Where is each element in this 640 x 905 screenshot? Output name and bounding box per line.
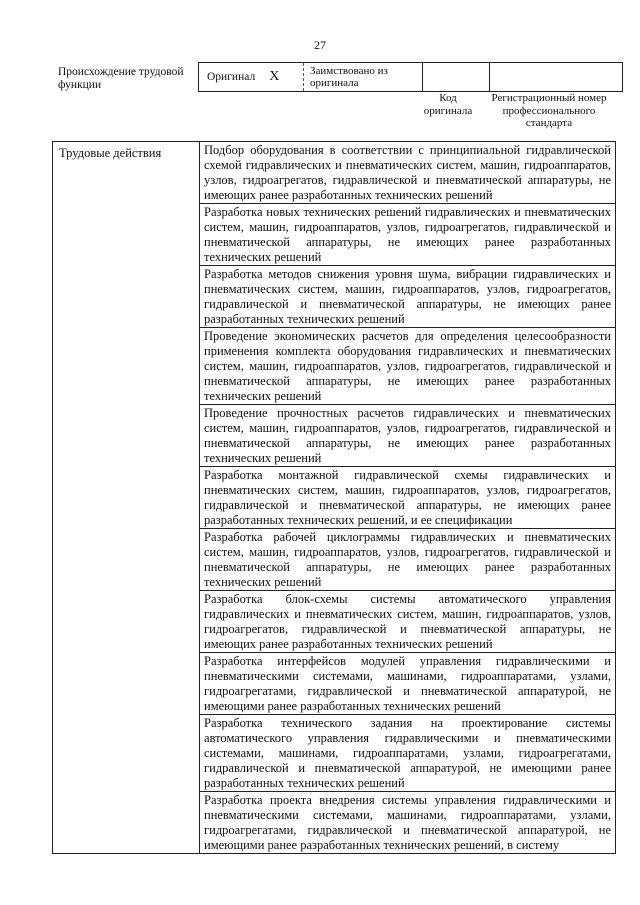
labor-action: Разработка методов снижения уровня шума, вибрации гидравлических и пневматических систем, машин, гидроаппаратов, узлов, гидроагрегатов, гидравлической и пневматической аппаратуры, не имеющих ранее разработанных технических решений <box>200 266 616 328</box>
labor-action: Разработка монтажной гидравлической схемы гидравлических и пневматических систем, машин, гидроаппаратов, узлов, гидроагрегатов, гидравлической и пневматической аппаратуры, не имеющих ранее разработанных технических решений, и ее спецификации <box>200 467 616 529</box>
labor-action: Разработка проекта внедрения системы управления гидравлическими и пневматическими системами, машинами, гидроаппаратами, узлами, гидроагрегатами, гидравлической и пневматической аппаратурой, не имеющими ранее разработанных технических решений, в систему <box>200 792 616 854</box>
borrowed-cell <box>304 63 423 92</box>
labor-action: Проведение прочностных расчетов гидравлических и пневматических систем, машин, гидроаппаратов, узлов, гидроагрегатов, гидравлической и пневматической аппаратуры, не имеющих ранее разработанных технических решений <box>200 405 616 467</box>
table-row <box>53 142 616 204</box>
labor-action: Разработка технического задания на проектирование системы автоматического управления гидравлическими и пневматическими системами, машинами, гидроаппаратами, узлами, гидроагрегатами, гидравлической и пневматической аппаратурой, не имеющими ранее разработанных технических решений <box>200 715 616 792</box>
labor-action: Разработка блок-схемы системы автоматического управления гидравлических и пневматических систем, машин, гидроаппаратов, узлов, гидроагрегатов, гидравлической и пневматической аппаратуры, не имеющих ранее разработанных технических решений <box>200 591 616 653</box>
original-mark: X <box>269 69 280 84</box>
reg-number-cell <box>490 63 623 92</box>
labor-actions-table <box>52 141 616 854</box>
labor-action: Подбор оборудования в соответствии с принципиальной гидравлической схемой гидравлических и пневматических систем, машин, гидроаппаратов, узлов, гидроагрегатов, гидравлической и пневматической аппаратуры, не имеющих ранее разработанных технических решений <box>200 142 616 204</box>
reg-caption: Регистрационный номер профессионального стандарта <box>491 92 607 129</box>
code-cell <box>423 63 490 92</box>
code-caption: Код оригинала <box>423 92 473 117</box>
labor-actions-label: Трудовые действия <box>53 142 200 854</box>
page-number: 27 <box>314 38 326 52</box>
original-label: Оригинал <box>207 71 256 83</box>
origin-label: Происхождение трудовой функции <box>58 66 184 91</box>
labor-action: Разработка интерфейсов модулей управления гидравлическими и пневматическими системами, машинами, гидроаппаратами, узлами, гидроагрегатами, гидравлической и пневматической аппаратурой, не имеющими ранее разработанных технических решений <box>200 653 616 715</box>
original-cell <box>199 63 304 92</box>
origin-table <box>198 62 623 92</box>
labor-action: Проведение экономических расчетов для определения целесообразности применения комплекта оборудования гидравлических и пневматических систем, машин, гидроаппаратов, узлов, гидроагрегатов, гидравлической и пневматической аппаратуры, не имеющих ранее разработанных технических решений <box>200 328 616 405</box>
borrowed-label: Заимствовано из оригинала <box>310 65 388 89</box>
labor-action: Разработка рабочей циклограммы гидравлических и пневматических систем, машин, гидроаппаратов, узлов, гидроагрегатов, гидравлической и пневматической аппаратуры, не имеющих ранее разработанных технических решений <box>200 529 616 591</box>
labor-action: Разработка новых технических решений гидравлических и пневматических систем, машин, гидроаппаратов, узлов, гидроагрегатов, гидравлической и пневматической аппаратуры, не имеющих ранее разработанных технических решений <box>200 204 616 266</box>
